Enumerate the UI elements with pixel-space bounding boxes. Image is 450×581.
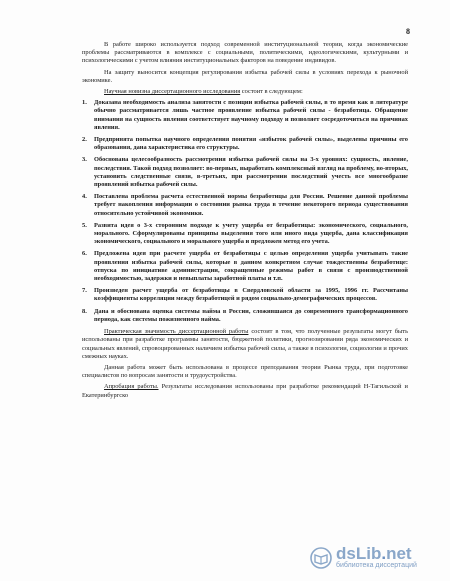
practical-rest: состоит в том, что полученные результаты могут быть использованы при разработке программы занятости, бюджетной политики, прогнозировании ряда экономических и социальных явлений, спровоцированных наличием избытка рабочей силы, а также в психологии, социологии и прочих смежных науках. [82,328,408,360]
list-item-number: 5. [82,221,87,229]
approbation-rest: Результаты исследования использованы при разработке рекомендаций Н-Тагильской и Екатеринбургско [82,383,408,399]
list-item-number: 3. [82,156,87,164]
novelty-heading-rest: состоит в следующем: [240,88,303,96]
practical-paragraph [82,328,408,361]
watermark-subtitle: библиотека диссертаций [336,562,417,569]
list-item [82,193,408,218]
list-item [82,287,408,303]
novelty-heading [82,88,408,96]
list-item-number: 4. [82,193,87,201]
list-item-number: 1. [82,99,87,107]
watermark-brand: dsLib.net [336,544,412,563]
list-item-text: Предложена идея при расчете ущерба от безработицы с целью определения ущерба учитывать такие проявления избытка рабочей силы, которые в данном конкретном случае тождественны безработице: отпуска по инициативе администрации, сокращенные режимы работ в связи с производственной необходимостью, задержки и невыплаты заработной платы и т.п. [94,250,408,283]
list-item-text: Развита идея о 3-х сторонним подходе к учету ущерба от безработицы: экономического, социального, морального. Сформулированы принципы выделения того или иного вида ущерба, дана классификация экономического, социального и морального ущерба и предложен метод его учета. [94,221,408,246]
list-item [82,136,408,152]
list-item [82,308,408,324]
list-item-number: 2. [82,136,87,144]
list-item-text: Доказана необходимость анализа занятости с позиции избытка рабочей силы, в то время как в литературе обычно рассматривается лишь частное проявление избытка рабочей силы - безработица. Обращение внимания на сущность явления соответствует научному подходу и позволяет сосредоточиться на причинах явления. [94,99,408,131]
list-item-text: Дана и обоснована оценка системы найма в России, сложившаяся до современного трансформационного периода, как системы пожизненного найма. [94,307,408,323]
novelty-list [82,99,408,324]
list-item-number: 7. [82,287,87,295]
document-body [82,41,408,403]
novelty-heading-underlined: Научная новизна диссертационного исследования [104,88,241,96]
list-item-text: Предпринята попытка научного определения понятия «избыток рабочей силы», выделены причины его образования, дана характеристика его структуры. [94,136,408,152]
list-item [82,222,408,247]
book-logo-icon [310,547,332,569]
list-item-number: 8. [82,307,87,315]
page-number: 8 [406,27,410,36]
dslib-watermark[interactable] [310,545,438,571]
list-item [82,99,408,132]
intro-paragraph: В работе широко используется подход современной институциональной теории, когда экономические проблемы рассматриваются в комплексе с социальными, политическими, идеологическими, культурными и психологическими с учетом влияния институциональных факторов на поведение индивидов. [82,41,408,65]
approbation-underlined: Апробация работы. [104,383,159,391]
list-item-text: Поставлена проблема расчета естественной нормы безработицы для России. Решение данной проблемы требует накопления информации о состоянии рынка труда в течение некоторого периода существования относительно устойчивой экономики. [94,193,408,217]
list-item [82,250,408,283]
list-item-text: Обоснована целесообразность рассмотрения избытка рабочей силы на 3-х уровнях: сущность, явление, последствия. Такой подход позволяет: во-первых, выработать комплексный взгляд на проблему, во-вторых, установить следственные связи, в-третьих, при рассмотрении последствий учесть все многообразие проявлений избытка рабочей силы. [94,156,408,189]
watermark-text [336,546,417,570]
list-item [82,156,408,189]
teaching-paragraph: Данная работа может быть использована в процессе преподавания теории Рынка труда, при подготовке специалистов по вопросам занятости и трудоустройства. [82,363,408,380]
defense-paragraph: На защиту выносится концепция регулирования избытка рабочей силы в условиях перехода к рыночной экономике. [82,68,408,84]
approbation-paragraph [82,383,408,399]
list-item-number: 6. [82,250,87,258]
practical-underlined: Практическая значимость диссертационной работы [104,328,249,336]
list-item-text: Произведен расчет ущерба от безработицы в Свердловской области за 1995, 1996 гг. Рассчитаны коэффициенты корреляции между безработицей и рядом социально-демографических процессов. [94,287,408,303]
